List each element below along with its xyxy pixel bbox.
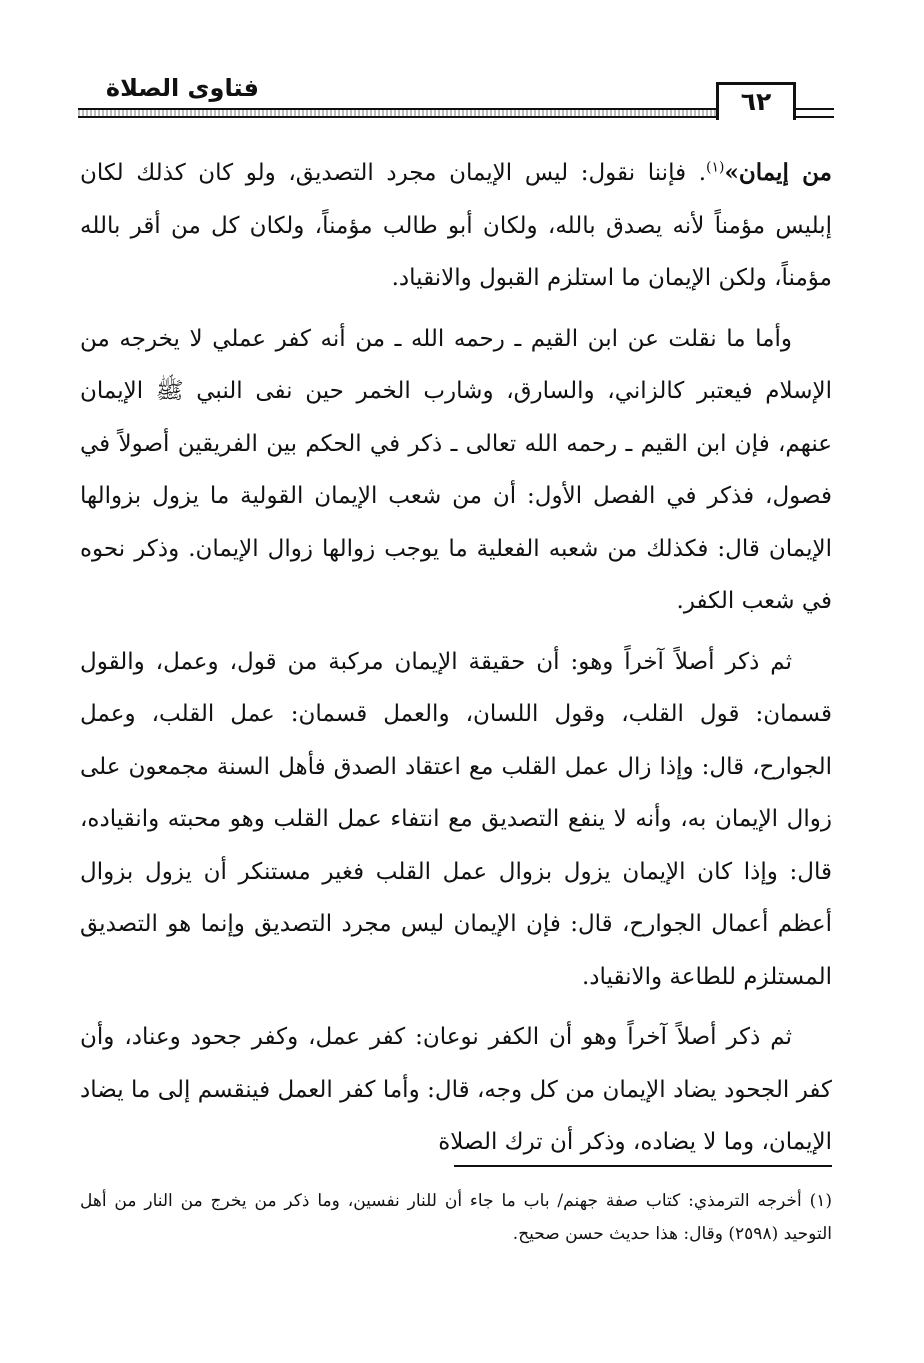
footnote-separator (454, 1165, 832, 1167)
page-number: ٦٢ (716, 82, 796, 120)
footnote: (١) أخرجه الترمذي: كتاب صفة جهنم/ باب ما جاء أن للنار نفسين، وما ذكر من يخرج من النار من أهل التوحيد (٢٥٩٨) وقال: هذا حديث حسن صحيح. (80, 1191, 832, 1244)
paragraph-1-text: . فإننا نقول: ليس الإيمان مجرد التصديق، ولو كان كذلك لكان إبليس مؤمناً لأنه يصدق بالله، ولكان أبو طالب مؤمناً، ولكان كل من أقر بالله مؤمناً، ولكن الإيمان ما استلزم القبول والانقياد. (80, 160, 832, 291)
header-rule-end (796, 108, 834, 118)
main-text (80, 147, 832, 1177)
paragraph-2: وأما ما نقلت عن ابن القيم ـ رحمه الله ـ من أنه كفر عملي لا يخرجه من الإسلام فيعتبر كالزاني، والسارق، وشارب الخمر حين نفى النبي ﷺ الإيمان عنهم، فإن ابن القيم ـ رحمه الله تعالى ـ ذكر في الحكم بين الفريقين أصولاً في فصول، فذكر في الفصل الأول: أن من شعب الإيمان القولية ما يزول بزوالها الإيمان قال: فكذلك من شعبه الفعلية ما يوجب زوالها زوال الإيمان. وذكر نحوه في شعب الكفر. (80, 325, 832, 614)
quote-end: من إيمان» (724, 159, 832, 186)
paragraph-3: ثم ذكر أصلاً آخراً وهو: أن حقيقة الإيمان مركبة من قول، وعمل، والقول قسمان: قول القلب، وقول اللسان، والعمل قسمان: عمل القلب، وعمل الجوارح، قال: وإذا زال عمل القلب مع اعتقاد الصدق فأهل السنة مجمعون على زوال الإيمان به، وأنه لا ينفع التصديق مع انتفاء عمل القلب وهو محبته وانقياده، قال: وإذا كان الإيمان يزول بزوال عمل القلب فغير مستنكر أن يزول بزوال أعظم أعمال الجوارح، قال: فإن الإيمان ليس مجرد التصديق وإنما هو التصديق المستلزم للطاعة والانقياد. (80, 648, 832, 990)
paragraph-4: ثم ذكر أصلاً آخراً وهو أن الكفر نوعان: كفر عمل، وكفر جحود وعناد، وأن كفر الجحود يضاد الإيمان من كل وجه، قال: وأما كفر العمل فينقسم إلى ما يضاد الإيمان، وما لا يضاده، وذكر أن ترك الصلاة (80, 1024, 832, 1155)
footnote-ref: (١) (706, 159, 725, 176)
paragraph-1 (80, 147, 832, 305)
page-header (78, 68, 834, 128)
book-title: فتاوى الصلاة (105, 74, 259, 102)
